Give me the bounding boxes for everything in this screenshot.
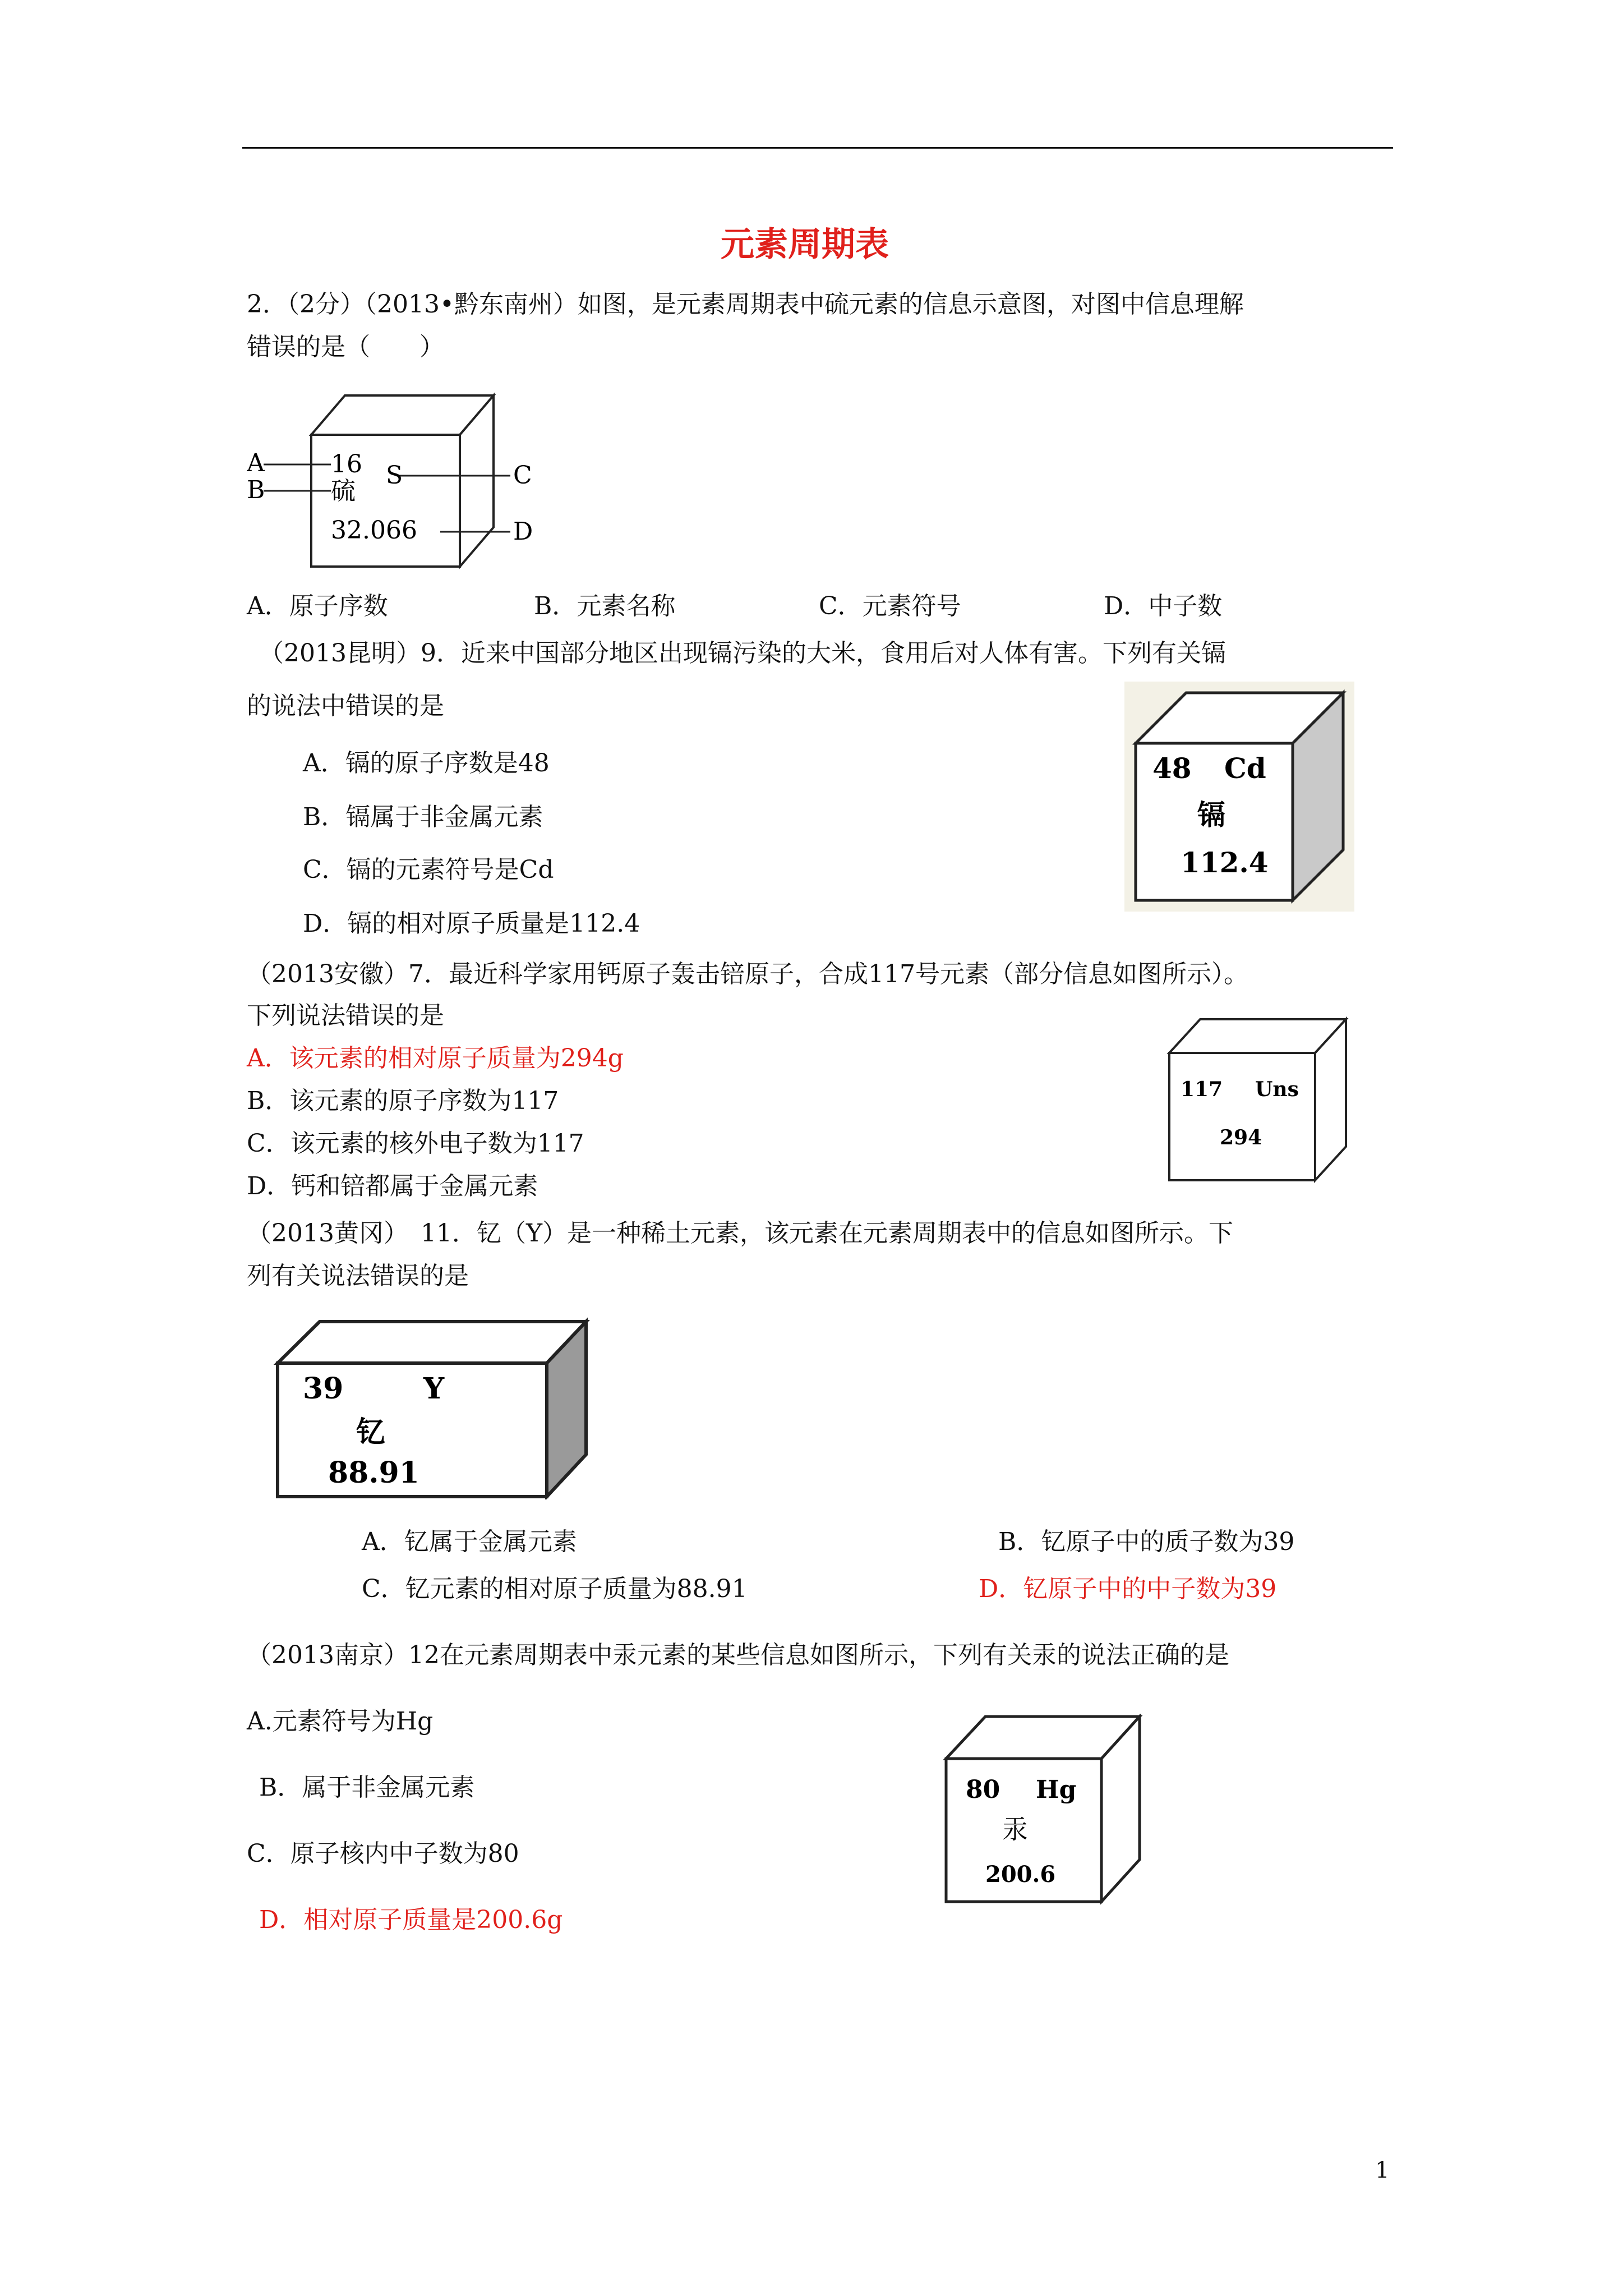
atomic-number: 117 xyxy=(1181,1078,1223,1101)
q2-stem-line2: 的说法中错误的是 xyxy=(247,692,444,720)
atomic-number: 16 xyxy=(331,450,362,478)
q1-option-c: C．元素符号 xyxy=(819,592,961,620)
q1-stem-line2: 错误的是（ ） xyxy=(247,333,444,361)
atomic-mass: 32.066 xyxy=(331,516,417,545)
q3-option-d: D．钙和锫都属于金属元素 xyxy=(247,1172,538,1200)
element-name: 硫 xyxy=(331,477,356,505)
q2-option-a: A．镉的原子序数是48 xyxy=(303,749,550,777)
q3-stem-line1: （2013安徽）7．最近科学家用钙原子轰击锫原子，合成117号元素（部分信息如图所示）。 xyxy=(247,960,1248,988)
mercury-element-figure xyxy=(943,1714,1145,1904)
label-d: D xyxy=(513,517,533,546)
atomic-mass: 88.91 xyxy=(328,1456,419,1490)
q5-option-c: C．原子核内中子数为80 xyxy=(247,1839,519,1868)
q4-option-b: B．钇原子中的质子数为39 xyxy=(998,1527,1295,1556)
q5-stem-line1: （2013南京）12在元素周期表中汞元素的某些信息如图所示，下列有关汞的说法正确的是 xyxy=(247,1641,1229,1669)
element-117-figure xyxy=(1166,1016,1352,1185)
q2-option-d: D．镉的相对原子质量是112.4 xyxy=(303,909,640,938)
q3-option-c: C．该元素的核外电子数为117 xyxy=(247,1129,584,1158)
q4-stem-line2: 列有关说法错误的是 xyxy=(247,1262,469,1290)
page-number: 1 xyxy=(1375,2157,1390,2183)
atomic-mass: 200.6 xyxy=(985,1861,1056,1888)
element-name: 镉 xyxy=(1197,798,1225,831)
element-name: 汞 xyxy=(1002,1814,1028,1844)
cadmium-element-figure xyxy=(1124,682,1354,912)
atomic-number: 80 xyxy=(966,1775,1000,1804)
element-symbol: Hg xyxy=(1036,1775,1077,1804)
q5-option-a: A.元素符号为Hg xyxy=(247,1707,434,1736)
q5-option-d: D．相对原子质量是200.6g xyxy=(259,1906,563,1934)
element-symbol: Cd xyxy=(1224,752,1266,785)
q3-stem-line2: 下列说法错误的是 xyxy=(247,1001,444,1030)
element-name: 钇 xyxy=(356,1415,386,1450)
q2-stem-line1: （2013昆明）9．近来中国部分地区出现镉污染的大米，食用后对人体有害。下列有关镉 xyxy=(259,639,1226,668)
sulfur-element-figure xyxy=(247,387,561,572)
atomic-mass: 112.4 xyxy=(1181,846,1269,879)
element-symbol: Y xyxy=(423,1372,445,1406)
q4-stem-line1: （2013黄冈） 11．钇（Y）是一种稀土元素，该元素在元素周期表中的信息如图所示。下 xyxy=(247,1219,1234,1248)
atomic-mass: 294 xyxy=(1220,1126,1262,1149)
label-a: A xyxy=(247,449,265,477)
q1-option-b: B．元素名称 xyxy=(534,592,676,620)
q4-option-d: D．钇原子中的中子数为39 xyxy=(979,1575,1277,1603)
q4-option-a: A．钇属于金属元素 xyxy=(362,1527,577,1556)
q3-option-b: B．该元素的原子序数为117 xyxy=(247,1087,559,1115)
q1-stem-line1: 2．（2分）（2013•黔东南州）如图，是元素周期表中硫元素的信息示意图，对图中信息理解 xyxy=(247,290,1244,319)
element-symbol: S xyxy=(386,461,403,490)
page-title: 元素周期表 xyxy=(721,225,889,264)
q2-option-b: B．镉属于非金属元素 xyxy=(303,803,543,831)
element-symbol: Uns xyxy=(1255,1078,1299,1101)
yttrium-element-figure xyxy=(255,1312,592,1499)
q2-option-c: C．镉的元素符号是Cd xyxy=(303,855,554,884)
label-b: B xyxy=(247,476,265,504)
q3-option-a: A．该元素的相对原子质量为294g xyxy=(247,1044,624,1073)
atomic-number: 48 xyxy=(1152,752,1192,785)
label-c: C xyxy=(513,461,532,490)
atomic-number: 39 xyxy=(303,1372,344,1406)
q5-option-b: B．属于非金属元素 xyxy=(259,1773,475,1802)
q1-option-a: A．原子序数 xyxy=(247,592,388,620)
q1-option-d: D．中子数 xyxy=(1104,592,1223,620)
q4-option-c: C．钇元素的相对原子质量为88.91 xyxy=(362,1575,748,1603)
header-rule xyxy=(242,147,1393,149)
